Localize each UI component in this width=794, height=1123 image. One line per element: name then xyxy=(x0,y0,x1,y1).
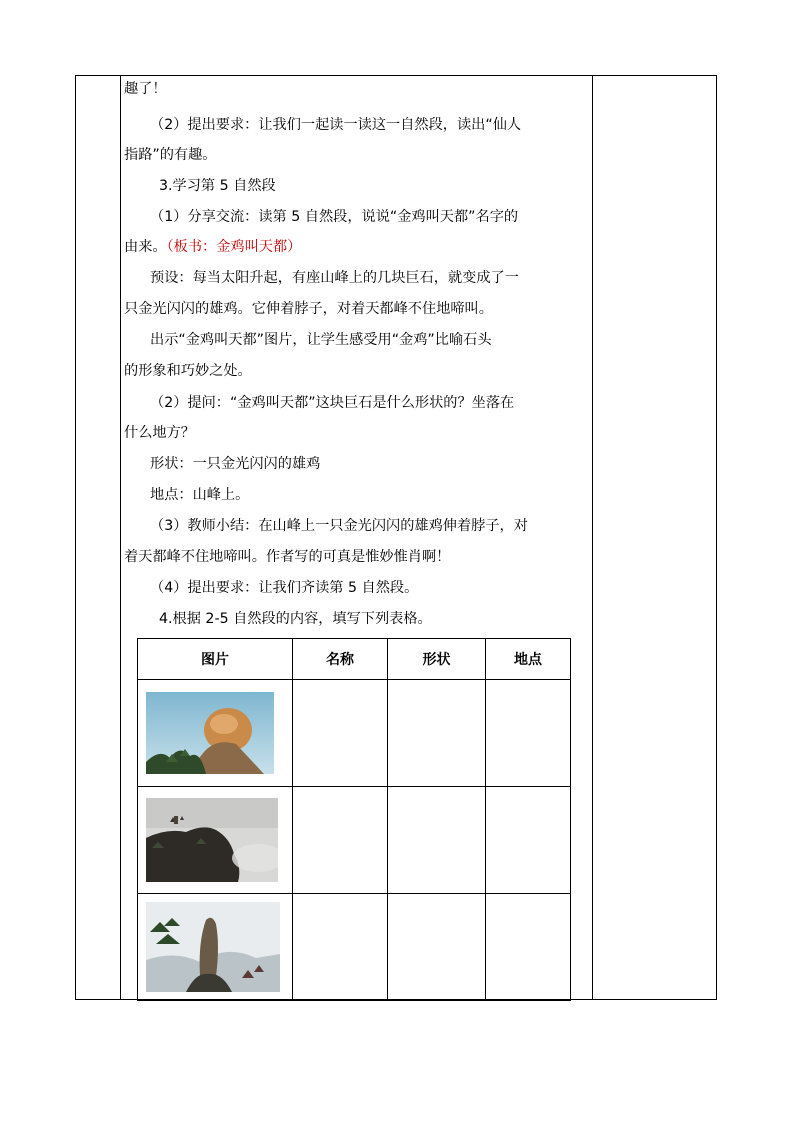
paragraph-line: （2）提出要求：让我们一起读一读这一自然段，读出“仙人 xyxy=(150,117,522,133)
shape-cell[interactable] xyxy=(388,787,486,894)
paragraph-line: 什么地方？ xyxy=(124,425,195,441)
paragraph-line: （1）分享交流：读第 5 自然段，说说“金鸡叫天都”名字的 xyxy=(150,209,519,225)
paragraph-line: 指路”的有趣。 xyxy=(124,147,217,163)
shape-cell[interactable] xyxy=(388,680,486,787)
table-header-row xyxy=(138,639,571,680)
section-heading: 3.学习第 5 自然段 xyxy=(159,178,276,194)
location-cell[interactable] xyxy=(486,787,571,894)
picture-cell xyxy=(138,787,293,894)
fill-in-table xyxy=(137,638,571,1001)
section-heading: 4.根据 2-5 自然段的内容，填写下列表格。 xyxy=(159,611,432,627)
table-row xyxy=(138,680,571,787)
name-cell[interactable] xyxy=(293,894,388,1001)
picture-cell xyxy=(138,680,293,787)
paragraph-line: 只金光闪闪的雄鸡。它伸着脖子，对着天都峰不住地啼叫。 xyxy=(124,301,493,317)
picture-cell xyxy=(138,894,293,1001)
location-cell[interactable] xyxy=(486,680,571,787)
paragraph-line: 预设：每当太阳升起，有座山峰上的几块巨石，就变成了一 xyxy=(150,270,519,286)
column-divider-left xyxy=(120,76,121,999)
header-name: 名称 xyxy=(293,639,388,680)
paragraph-line: 着天都峰不住地啼叫。作者写的可真是惟妙惟肖啊！ xyxy=(124,549,451,565)
paragraph-line: 趣了！ xyxy=(124,81,167,97)
header-shape: 形状 xyxy=(388,639,486,680)
table-row xyxy=(138,787,571,894)
location-cell[interactable] xyxy=(486,894,571,1001)
rock-image-2 xyxy=(146,798,278,882)
header-picture: 图片 xyxy=(138,639,293,680)
paragraph-line: 出示“金鸡叫天都”图片，让学生感受用“金鸡”比喻石头 xyxy=(150,332,492,348)
board-note: （板书：金鸡叫天都） xyxy=(166,239,302,255)
paragraph-line: （4）提出要求：让我们齐读第 5 自然段。 xyxy=(150,580,419,596)
rock-image-1 xyxy=(146,692,274,774)
paragraph-line: （3）教师小结：在山峰上一只金光闪闪的雄鸡伸着脖子，对 xyxy=(150,518,528,534)
name-cell[interactable] xyxy=(293,680,388,787)
paragraph-line: （2）提问：“金鸡叫天都”这块巨石是什么形状的？坐落在 xyxy=(150,395,515,411)
name-cell[interactable] xyxy=(293,787,388,894)
rock-image-3 xyxy=(146,902,280,992)
column-divider-right xyxy=(592,76,593,999)
paragraph-line: 的形象和巧妙之处。 xyxy=(124,363,252,379)
table-row xyxy=(138,894,571,1001)
paragraph-line xyxy=(124,237,301,257)
paragraph-line: 形状：一只金光闪闪的雄鸡 xyxy=(150,456,321,472)
shape-cell[interactable] xyxy=(388,894,486,1001)
header-location: 地点 xyxy=(486,639,571,680)
paragraph-line: 地点：山峰上。 xyxy=(150,487,250,503)
paragraph-text: 由来。 xyxy=(124,239,167,255)
